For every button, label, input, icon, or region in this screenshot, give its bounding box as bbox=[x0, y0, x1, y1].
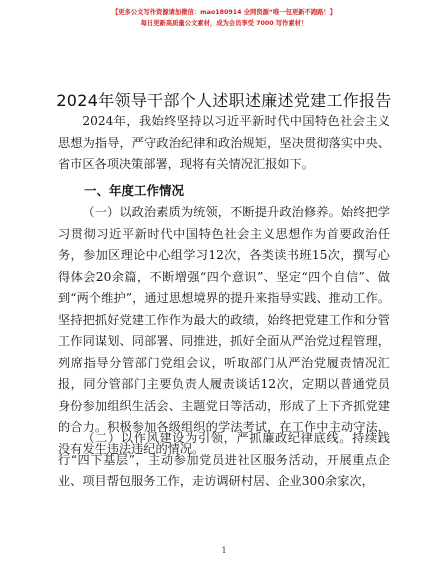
page-number: 1 bbox=[221, 546, 227, 555]
intro-paragraph bbox=[58, 111, 390, 176]
style-paragraph bbox=[58, 428, 390, 493]
promo-banner-line1: 【更多公文写作资源请加微信：mao180914 全网资源“唯一包更新不跑路！】 bbox=[111, 9, 337, 16]
intro-text: 2024年，我始终坚持以习近平新时代中国特色社会主义思想为指导，严守政治纪律和政治规矩，坚决贯彻落实中央、省市区各项决策部署，现将有关情况汇报如下。 bbox=[58, 114, 390, 171]
political-paragraph bbox=[58, 202, 390, 460]
document-title: 2024年领导干部个人述职述廉述党建工作报告 bbox=[56, 91, 392, 110]
promo-banner-line2: 每日更新高质量公文素材，成为会员享受 7000 写作素材！ bbox=[140, 20, 308, 27]
style-text: （二）以作风建设为引领，严抓廉政纪律底线。持续践行“四下基层”，主动参加党员进社区服务活动，开展重点企业、项目帮包服务工作，走访调研村居、企业300余家次， bbox=[58, 431, 390, 488]
political-text: （一）以政治素质为统领，不断提升政治修养。始终把学习贯彻习近平新时代中国特色社会主义思想作为首要政治任务，参加区理论中心组学习12次，各类读书班15次，撰写心得体会20余篇，不断增强“四个意识”、坚定“四个自信”、做到“两个维护”，通过思想境界的提升来指导实践、推动工作。坚持把抓好党建工作作为最大的政绩，始终把党建工作和分管工作同谋划、同部署、同推进，抓好全面从严治党过程管理，列席指导分管部门党组会议，听取部门从严治党履责情况汇报，同分管部门主要负责人履责谈话12次，定期以普通党员身份参加组织生活会、主题党日等活动，形成了上下齐抓党建的合力。积极参加各级组织的学法考试，在工作中主动守法，没有发生违法违纪的情况。 bbox=[58, 205, 390, 456]
section-heading: 一、年度工作情况 bbox=[84, 183, 185, 198]
